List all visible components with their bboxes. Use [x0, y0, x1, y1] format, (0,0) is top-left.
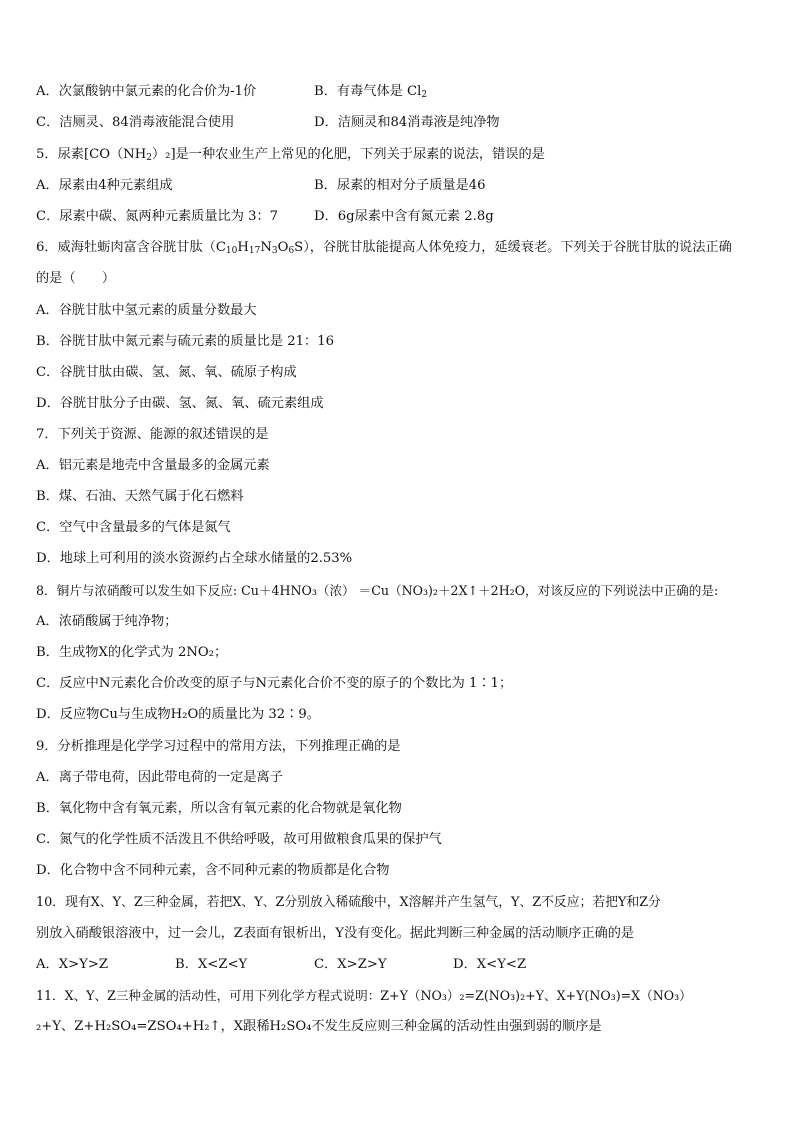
- formula-sub: 6: [288, 246, 295, 256]
- q5-stem-sub: 2: [146, 153, 152, 163]
- formula-el: N: [260, 240, 272, 255]
- formula-sub: 3: [271, 246, 278, 256]
- formula-sub: 10: [225, 246, 238, 256]
- q6-stem-post: ），谷胱甘肽能提高人体免疫力，延缓衰老。下列关于谷胱甘肽的说法正确: [303, 240, 732, 255]
- q5-option-c: C．尿素中碳、氮两种元素质量比为 3：7: [36, 209, 279, 224]
- q7-stem: 7．下列关于资源、能源的叙述错误的是: [36, 427, 269, 442]
- q7-option-c: C．空气中含量最多的气体是氮气: [36, 520, 231, 535]
- q5-option-d: D．6g尿素中含有氮元素 2.8g: [314, 209, 494, 224]
- q4-option-b-text: B．有毒气体是 Cl: [314, 84, 422, 99]
- q6-stem-pre: 6．威海牡蛎肉富含谷胱甘肽（C: [36, 240, 226, 255]
- q5-stem-post: ）₂]是一种农业生产上常见的化肥，下列关于尿素的说法，错误的是: [151, 147, 545, 162]
- q4-option-b-sub: 2: [421, 90, 428, 100]
- q6-option-a: A．谷胱甘肽中氢元素的质量分数最大: [36, 303, 257, 318]
- q10-option-b: B．X<Z<Y: [175, 957, 248, 972]
- q11-stem-line-2: ₂+Y、Z+H₂SO₄=ZSO₄+H₂↑，X跟稀H₂SO₄不发生反应则三种金属的活动性由强到弱的顺序是: [36, 1019, 602, 1034]
- q6-option-b: B．谷胱甘肽中氮元素与硫元素的质量比是 21：16: [36, 334, 335, 349]
- q5-stem: [36, 146, 770, 164]
- q5-option-a: A．尿素由4种元素组成: [36, 178, 173, 193]
- q8-option-b: B．生成物X的化学式为 2NO₂；: [36, 645, 228, 660]
- q4-option-b: [314, 83, 427, 101]
- q9-option-b: B．氧化物中含有氧元素，所以含有氧元素的化合物就是氧化物: [36, 801, 402, 816]
- q10-stem-line-2: 别放入硝酸银溶液中，过一会儿，Z表面有银析出，Y没有变化。据此判断三种金属的活动顺序正确的是: [36, 926, 635, 941]
- q10-stem-line-1: 10．现有X、Y、Z三种金属，若把X、Y、Z分别放入稀硫酸中，X溶解并产生氢气，Y、Z不反应；若把Y和Z分: [36, 895, 661, 910]
- formula-sub: 17: [248, 246, 261, 256]
- q11-stem-line-1: 11．X、Y、Z三种金属的活动性，可用下列化学方程式说明：Z+Y（NO₃）₂=Z(NO₃)₂+Y、X+Y(NO₃)=X（NO₃）: [36, 988, 692, 1003]
- q5-stem-pre: 5．尿素[CO（NH: [36, 147, 147, 162]
- formula-el: O: [277, 240, 289, 255]
- q6-stem-line-2: 的是（ ）: [36, 271, 116, 286]
- q8-stem: 8．铜片与浓硝酸可以发生如下反应: Cu＋4HNO₃（浓） ＝Cu（NO₃)₂＋2X↑＋2H₂O，对该反应的下列说法中正确的是:: [36, 583, 719, 598]
- formula-el: S: [294, 240, 304, 255]
- q9-option-a: A．离子带电荷，因此带电荷的一定是离子: [36, 770, 283, 785]
- q6-option-c: C．谷胱甘肽由碳、氢、氮、氧、硫原子构成: [36, 365, 297, 380]
- q10-option-c: C．X>Z>Y: [314, 957, 387, 972]
- q7-option-b: B．煤、石油、天然气属于化石燃料: [36, 489, 244, 504]
- q4-option-a: A．次氯酸钠中氯元素的化合价为-1价: [36, 84, 257, 99]
- q8-option-a: A．浓硝酸属于纯净物；: [36, 614, 178, 629]
- q10-option-a: A．X>Y>Z: [36, 957, 109, 972]
- q7-option-d: D．地球上可利用的淡水资源约占全球水储量的2.53%: [36, 551, 353, 566]
- q10-option-d: D．X<Y<Z: [453, 957, 527, 972]
- q6-option-d: D．谷胱甘肽分子由碳、氢、氮、氧、硫元素组成: [36, 396, 324, 411]
- q7-option-a: A．铝元素是地壳中含量最多的金属元素: [36, 458, 270, 473]
- q9-option-d: D．化合物中含不同种元素，含不同种元素的物质都是化合物: [36, 863, 390, 878]
- q5-option-b: B．尿素的相对分子质量是46: [314, 178, 486, 193]
- q8-option-d: D．反应物Cu与生成物H₂O的质量比为 32∶9。: [36, 707, 320, 722]
- q9-stem: 9．分析推理是化学学习过程中的常用方法，下列推理正确的是: [36, 739, 401, 754]
- q8-option-c: C．反应中N元素化合价改变的原子与N元素化合价不变的原子的个数比为 1∶1；: [36, 676, 513, 691]
- q9-option-c: C．氮气的化学性质不活泼且不供给呼吸，故可用做粮食瓜果的保护气: [36, 832, 442, 847]
- q6-stem-line-1: [36, 239, 770, 257]
- q4-option-c: C．洁厕灵、84消毒液能混合使用: [36, 115, 235, 130]
- q4-option-d: D．洁厕灵和84消毒液是纯净物: [314, 115, 500, 130]
- formula-el: H: [237, 240, 249, 255]
